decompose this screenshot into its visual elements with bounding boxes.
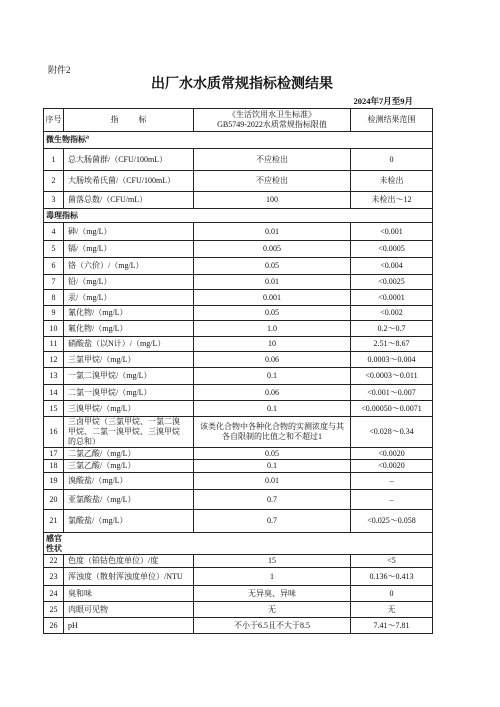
result-cell: [351, 337, 433, 352]
indicator-cell-text: 大肠埃希氏菌/（CFU/100mL）: [68, 176, 176, 185]
indicator-cell-text: pH: [68, 620, 78, 630]
limit-cell: [194, 448, 351, 460]
limit-cell-text: 0.1: [267, 371, 277, 380]
indicator-cell-text: 色度（铂钴色度单位）/度: [68, 556, 159, 565]
limit-cell: [194, 555, 351, 568]
table-row: [44, 385, 433, 401]
result-cell: [351, 223, 433, 241]
header-row: [44, 109, 433, 132]
indicator-cell: [64, 275, 194, 290]
seq-cell-text: 21: [49, 516, 58, 525]
limit-cell-text: 0.005: [263, 244, 281, 253]
indicator-cell: [64, 460, 194, 473]
result-cell-text: –: [389, 494, 394, 504]
seq-cell: [44, 192, 64, 209]
limit-cell: [194, 460, 351, 473]
result-cell-text: <0.00050～0.0071: [361, 403, 422, 413]
result-cell: [351, 586, 433, 602]
seq-cell: [44, 149, 64, 171]
seq-cell: [44, 171, 64, 192]
table-row: [44, 555, 433, 568]
result-cell-text: <0.002: [380, 308, 403, 317]
seq-cell: [44, 490, 64, 510]
limit-cell: [194, 586, 351, 602]
limit-cell: [194, 510, 351, 533]
limit-cell: [194, 352, 351, 368]
indicator-cell: [64, 385, 194, 401]
header-seq: 序号: [44, 109, 64, 132]
result-cell-text: <0.004: [380, 261, 403, 270]
seq-cell: [44, 290, 64, 306]
indicator-cell-text: 溴酸盐/（mg/L）: [68, 476, 128, 485]
indicator-cell-text: 氰化物/（mg/L）: [68, 308, 128, 317]
result-cell-text: <0.0020: [378, 448, 405, 458]
limit-cell-text: 不应检出: [256, 176, 288, 185]
indicator-cell: [64, 602, 194, 618]
limit-cell: [194, 149, 351, 171]
limit-cell-text: 0.05: [265, 261, 279, 270]
attachment-label: 附件2: [48, 65, 71, 75]
result-cell: [351, 510, 433, 533]
table-row: [44, 510, 433, 533]
indicator-cell: [64, 586, 194, 602]
limit-cell-text: 0.05: [265, 448, 279, 458]
seq-cell: [44, 258, 64, 275]
seq-cell-text: 8: [51, 292, 56, 302]
limit-cell: [194, 368, 351, 385]
seq-cell-text: 13: [49, 371, 58, 380]
result-cell: [351, 555, 433, 568]
limit-cell-text: 0.01: [265, 277, 279, 286]
limit-cell: [194, 290, 351, 306]
seq-cell: [44, 223, 64, 241]
seq-cell-text: 18: [49, 461, 58, 470]
seq-cell: [44, 241, 64, 258]
limit-cell-text: 15: [268, 556, 276, 565]
indicator-cell: [64, 352, 194, 368]
limit-cell: [194, 337, 351, 352]
result-cell: [351, 448, 433, 460]
indicator-cell: [64, 241, 194, 258]
result-cell: [351, 618, 433, 634]
section-cell: [44, 132, 433, 149]
indicator-cell: [64, 321, 194, 337]
result-cell-text: 0.2～0.7: [377, 323, 406, 333]
indicator-cell-text: 硝酸盐（以N计）/（mg/L）: [68, 339, 166, 348]
limit-cell: [194, 473, 351, 490]
seq-cell: [44, 460, 64, 473]
report-period: 2024年7月至9月: [353, 96, 413, 106]
section-row: [44, 209, 433, 223]
indicator-cell-text: 二氯乙酸/（mg/L）: [68, 448, 136, 458]
result-cell: [351, 275, 433, 290]
limit-cell: [194, 385, 351, 401]
result-cell-text: <0.0001: [378, 292, 405, 302]
indicator-cell: [64, 510, 194, 533]
limit-cell-text: 0.06: [265, 354, 279, 364]
limit-cell-text: 不小于6.5且不大于8.5: [234, 620, 310, 630]
indicator-cell-text: 臭和味: [68, 588, 92, 598]
indicator-cell: [64, 448, 194, 460]
seq-cell-text: 23: [49, 571, 58, 581]
table-row: [44, 290, 433, 306]
result-cell-text: <0.0005: [378, 244, 405, 253]
table-row: [44, 460, 433, 473]
limit-cell-text: 10: [268, 339, 276, 348]
result-cell-text: <5: [387, 556, 396, 565]
seq-cell-text: 16: [49, 427, 58, 436]
result-cell-text: <0.0003～0.011: [365, 371, 418, 380]
result-cell-text: <0.001～0.007: [367, 387, 416, 397]
table-row: [44, 618, 433, 634]
limit-cell-text: 该类化合物中各种化合物的实测浓度与其各自限制的比值之和不超过1: [200, 422, 344, 441]
result-cell: [351, 368, 433, 385]
section-cell: [44, 209, 433, 223]
seq-cell-text: 17: [49, 448, 58, 458]
result-cell-text: 2.51～8.67: [373, 339, 410, 348]
seq-cell: [44, 473, 64, 490]
seq-cell: [44, 586, 64, 602]
limit-cell-text: 0.1: [267, 403, 277, 413]
indicator-cell: [64, 337, 194, 352]
limit-cell: [194, 321, 351, 337]
table-row: [44, 490, 433, 510]
result-cell-text: 7.41～7.81: [373, 620, 410, 630]
indicator-cell-text: 铅/（mg/L）: [68, 277, 112, 286]
limit-cell-text: 0.7: [267, 494, 277, 504]
seq-cell: [44, 401, 64, 417]
limit-cell: [194, 258, 351, 275]
indicator-cell: [64, 401, 194, 417]
header-indicator: 指 标: [64, 109, 194, 132]
result-cell: [351, 258, 433, 275]
indicator-cell: [64, 417, 194, 448]
table-row: [44, 448, 433, 460]
indicator-cell-text: 三卤甲烷（三氯甲烷、一氯二溴甲烷、二氯一溴甲烷、三溴甲烷的总和）: [68, 417, 180, 446]
seq-cell: [44, 602, 64, 618]
indicator-cell-text: 总大肠菌群/（CFU/100mL）: [68, 154, 168, 164]
limit-cell: [194, 241, 351, 258]
result-cell: [351, 306, 433, 321]
result-cell-text: –: [389, 476, 394, 485]
limit-cell: [194, 192, 351, 209]
seq-cell: [44, 618, 64, 634]
result-cell-text: <0.001: [380, 226, 403, 236]
limit-cell: [194, 618, 351, 634]
table-row: [44, 306, 433, 321]
limit-cell-text: 0.001: [263, 292, 281, 302]
result-cell: [351, 460, 433, 473]
seq-cell: [44, 385, 64, 401]
limit-cell-text: 1: [270, 571, 274, 581]
table-row: [44, 171, 433, 192]
seq-cell-text: 14: [49, 387, 58, 397]
result-cell: [351, 290, 433, 306]
page-title: 出厂水水质常规指标检测结果: [151, 77, 333, 92]
section-cell: [44, 533, 433, 555]
table-row: [44, 352, 433, 368]
result-cell: [351, 385, 433, 401]
seq-cell-text: 1: [51, 154, 56, 164]
limit-cell: [194, 568, 351, 586]
seq-cell-text: 15: [49, 403, 58, 413]
table-row: [44, 275, 433, 290]
limit-cell-text: 无: [268, 604, 276, 614]
limit-cell: [194, 417, 351, 448]
limit-cell: [194, 490, 351, 510]
limit-cell-text: 0.01: [265, 226, 279, 236]
seq-cell: [44, 448, 64, 460]
result-cell-text: <0.025～0.058: [367, 516, 416, 525]
table-row: [44, 417, 433, 448]
section-label: 感官性状: [46, 533, 62, 553]
seq-cell: [44, 568, 64, 586]
limit-cell-text: 1.0: [267, 323, 277, 333]
indicator-cell-text: 氟化物/（mg/L）: [68, 323, 128, 333]
table-row: [44, 258, 433, 275]
indicator-cell: [64, 223, 194, 241]
limit-cell-text: 0.06: [265, 387, 279, 397]
limit-cell: [194, 171, 351, 192]
seq-cell: [44, 306, 64, 321]
result-cell-text: <0.0025: [378, 277, 405, 286]
seq-cell-text: 19: [49, 476, 58, 485]
seq-cell: [44, 368, 64, 385]
table-row: [44, 568, 433, 586]
indicator-cell: [64, 258, 194, 275]
table-row: [44, 337, 433, 352]
seq-cell: [44, 352, 64, 368]
table-row: [44, 241, 433, 258]
section-footnote-mark: a: [86, 134, 89, 141]
table-row: [44, 223, 433, 241]
seq-cell-text: 24: [49, 588, 58, 598]
limit-cell-text: 0.7: [267, 516, 277, 525]
indicator-cell-text: 菌落总数/（CFU/mL）: [68, 195, 148, 204]
seq-cell-text: 22: [49, 556, 58, 565]
limit-cell-text: 不应检出: [256, 154, 288, 164]
seq-cell: [44, 321, 64, 337]
limit-cell: [194, 306, 351, 321]
result-cell-text: 未检出～12: [371, 195, 412, 204]
limit-cell: [194, 275, 351, 290]
table-row: [44, 192, 433, 209]
seq-cell-text: 20: [49, 494, 58, 504]
indicator-cell: [64, 490, 194, 510]
seq-cell-text: 12: [49, 354, 58, 364]
indicator-cell: [64, 568, 194, 586]
section-row: [44, 533, 433, 555]
result-cell: [351, 417, 433, 448]
result-cell-text: <0.028～0.34: [369, 427, 414, 436]
section-label: 微生物指标: [46, 135, 86, 144]
seq-cell-text: 7: [51, 277, 56, 286]
seq-cell-text: 6: [51, 261, 56, 270]
result-cell-text: 0.0003～0.004: [367, 354, 416, 364]
indicator-cell-text: 氯酸盐/（mg/L）: [68, 516, 128, 525]
seq-cell-text: 9: [51, 308, 56, 317]
section-row: [44, 132, 433, 149]
limit-cell-text: 无异臭、异味: [248, 588, 296, 598]
indicator-cell: [64, 555, 194, 568]
result-cell: [351, 149, 433, 171]
table-row: [44, 586, 433, 602]
limit-cell-text: 0.1: [267, 461, 277, 470]
limit-cell: [194, 401, 351, 417]
limit-cell: [194, 602, 351, 618]
indicator-cell: [64, 290, 194, 306]
table-row: [44, 473, 433, 490]
header-result: 检测结果范围: [351, 109, 433, 132]
table-row: [44, 149, 433, 171]
seq-cell: [44, 417, 64, 448]
result-cell: [351, 568, 433, 586]
result-cell: [351, 490, 433, 510]
seq-cell: [44, 555, 64, 568]
seq-cell-text: 5: [51, 244, 56, 253]
water-quality-table: [43, 108, 433, 634]
table-row: [44, 321, 433, 337]
indicator-cell-text: 一氯二溴甲烷/（mg/L）: [68, 371, 152, 380]
indicator-cell-text: 二氯一溴甲烷/（mg/L）: [68, 387, 152, 397]
indicator-cell: [64, 171, 194, 192]
seq-cell-text: 26: [49, 620, 58, 630]
limit-cell-text: 0.01: [265, 476, 279, 485]
result-cell: [351, 171, 433, 192]
indicator-cell-text: 砷/（mg/L）: [68, 226, 112, 236]
indicator-cell: [64, 192, 194, 209]
seq-cell-text: 10: [49, 323, 58, 333]
indicator-cell: [64, 618, 194, 634]
seq-cell: [44, 337, 64, 352]
indicator-cell-text: 三氯甲烷/（mg/L）: [68, 354, 136, 364]
seq-cell: [44, 275, 64, 290]
indicator-cell-text: 铬（六价）/（mg/L）: [68, 261, 144, 270]
indicator-cell-text: 镉/（mg/L）: [68, 244, 112, 253]
result-cell-text: 0.136～0.413: [369, 571, 414, 581]
header-limit-line1: 《生活饮用水卫生标准》: [228, 110, 316, 119]
seq-cell-text: 11: [49, 339, 58, 348]
table-body: [44, 132, 433, 634]
result-cell-text: 未检出: [379, 176, 404, 185]
result-cell-text: <0.0020: [378, 461, 405, 470]
table-row: [44, 368, 433, 385]
seq-cell-text: 25: [49, 604, 58, 614]
result-cell: [351, 602, 433, 618]
indicator-cell-text: 肉眼可见物: [68, 604, 108, 614]
indicator-cell: [64, 149, 194, 171]
indicator-cell-text: 三氯乙酸/（mg/L）: [68, 461, 136, 470]
header-limit: [194, 109, 351, 132]
result-cell-text: 0: [389, 588, 394, 598]
result-cell: [351, 321, 433, 337]
indicator-cell-text: 汞/（mg/L）: [68, 292, 112, 302]
seq-cell-text: 2: [51, 176, 56, 185]
seq-cell: [44, 510, 64, 533]
indicator-cell: [64, 306, 194, 321]
seq-cell-text: 4: [51, 226, 56, 236]
table-row: [44, 602, 433, 618]
indicator-cell-text: 浑浊度（散射浑浊度单位）/NTU: [68, 571, 183, 581]
header-limit-line2: GB5749-2022水质常规指标限值: [217, 120, 327, 129]
limit-cell-text: 0.05: [265, 308, 279, 317]
result-cell: [351, 241, 433, 258]
seq-cell-text: 3: [51, 195, 56, 204]
indicator-cell: [64, 473, 194, 490]
result-cell: [351, 352, 433, 368]
table-row: [44, 401, 433, 417]
section-label: 毒理指标: [46, 210, 78, 220]
result-cell-text: 0: [389, 154, 394, 164]
result-cell: [351, 473, 433, 490]
result-cell: [351, 192, 433, 209]
result-cell-text: 无: [387, 604, 396, 614]
limit-cell-text: 100: [266, 195, 278, 204]
indicator-cell-text: 三溴甲烷/（mg/L）: [68, 403, 136, 413]
result-cell: [351, 401, 433, 417]
limit-cell: [194, 223, 351, 241]
indicator-cell: [64, 368, 194, 385]
indicator-cell-text: 亚氯酸盐/（mg/L）: [68, 494, 136, 504]
